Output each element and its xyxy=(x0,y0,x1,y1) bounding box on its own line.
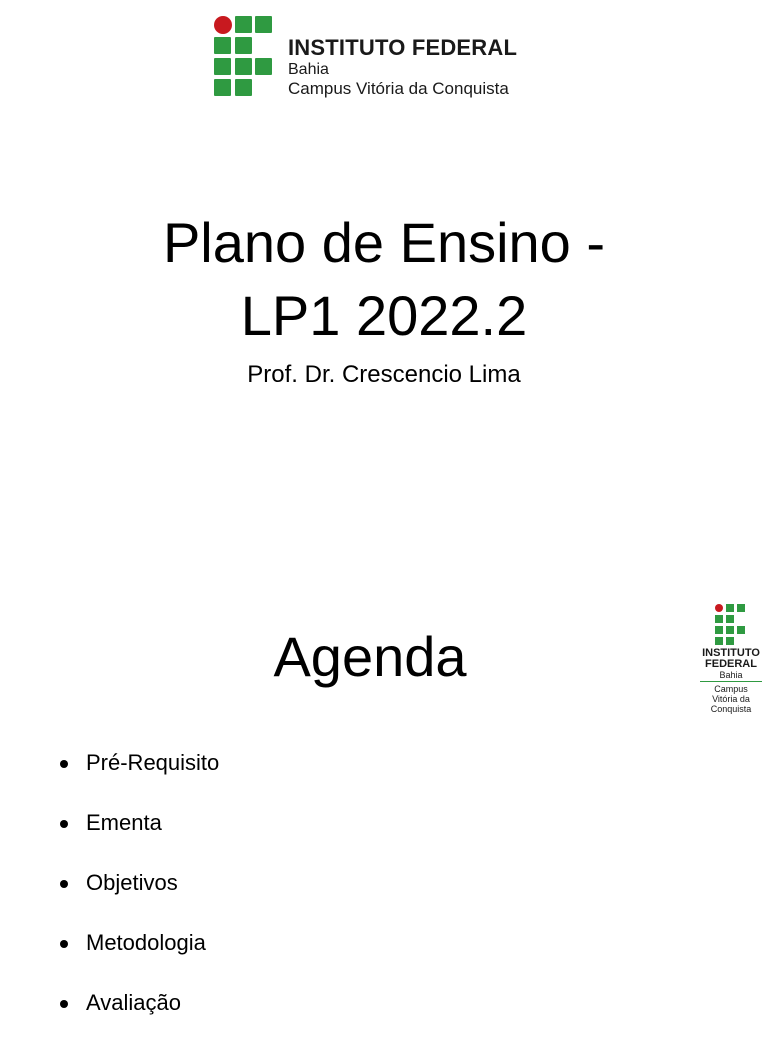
logo-red-dot xyxy=(715,604,723,612)
logo-square xyxy=(726,604,734,612)
agenda-item-label: Ementa xyxy=(86,810,162,835)
agenda-list xyxy=(58,748,219,1048)
bullet-icon xyxy=(60,940,68,948)
agenda-item xyxy=(58,868,219,928)
logo-line-2: FEDERAL xyxy=(705,658,757,670)
logo-institute-name: INSTITUTO FEDERAL xyxy=(288,35,518,60)
logo-square xyxy=(214,79,231,96)
agenda-item-label: Metodologia xyxy=(86,930,206,955)
logo-square xyxy=(255,16,272,33)
slide-title-line-1: Plano de Ensino - xyxy=(162,211,606,274)
agenda-item-label: Avaliação xyxy=(86,990,181,1015)
agenda-item xyxy=(58,748,219,808)
logo-text xyxy=(288,36,517,99)
logo-line-1: INSTITUTO xyxy=(702,647,760,659)
logo-square xyxy=(214,58,231,75)
slide-title-line-2: LP1 2022.2 xyxy=(240,284,528,347)
agenda-item xyxy=(58,988,219,1048)
agenda-item xyxy=(58,808,219,868)
institute-logo xyxy=(213,15,563,101)
bullet-icon xyxy=(60,820,68,828)
logo-square xyxy=(235,79,252,96)
logo-mark-icon xyxy=(213,15,275,99)
logo-square xyxy=(255,58,272,75)
logo-state: Bahia xyxy=(288,61,329,78)
logo-square xyxy=(235,16,252,33)
slide-title xyxy=(0,206,768,352)
agenda-item-label: Pré-Requisito xyxy=(86,750,220,775)
bullet-icon xyxy=(60,760,68,768)
logo-campus-line-3: Conquista xyxy=(710,704,752,714)
agenda-item xyxy=(58,928,219,988)
agenda-slide xyxy=(0,576,768,1024)
agenda-item-label: Objetivos xyxy=(86,870,178,895)
logo-square xyxy=(235,58,252,75)
logo-campus-line-2: Vitória da xyxy=(712,694,750,704)
logo-state: Bahia xyxy=(719,670,743,680)
bullet-icon xyxy=(60,880,68,888)
logo-square xyxy=(214,37,231,54)
logo-square xyxy=(737,604,745,612)
logo-campus: Campus Vitória da Conquista xyxy=(288,79,509,98)
logo-square xyxy=(235,37,252,54)
agenda-title: Agenda xyxy=(273,625,467,688)
logo-campus-line-1: Campus xyxy=(714,684,748,694)
slide-subtitle: Prof. Dr. Crescencio Lima xyxy=(247,361,521,388)
logo-red-dot xyxy=(214,16,232,34)
bullet-icon xyxy=(60,1000,68,1008)
